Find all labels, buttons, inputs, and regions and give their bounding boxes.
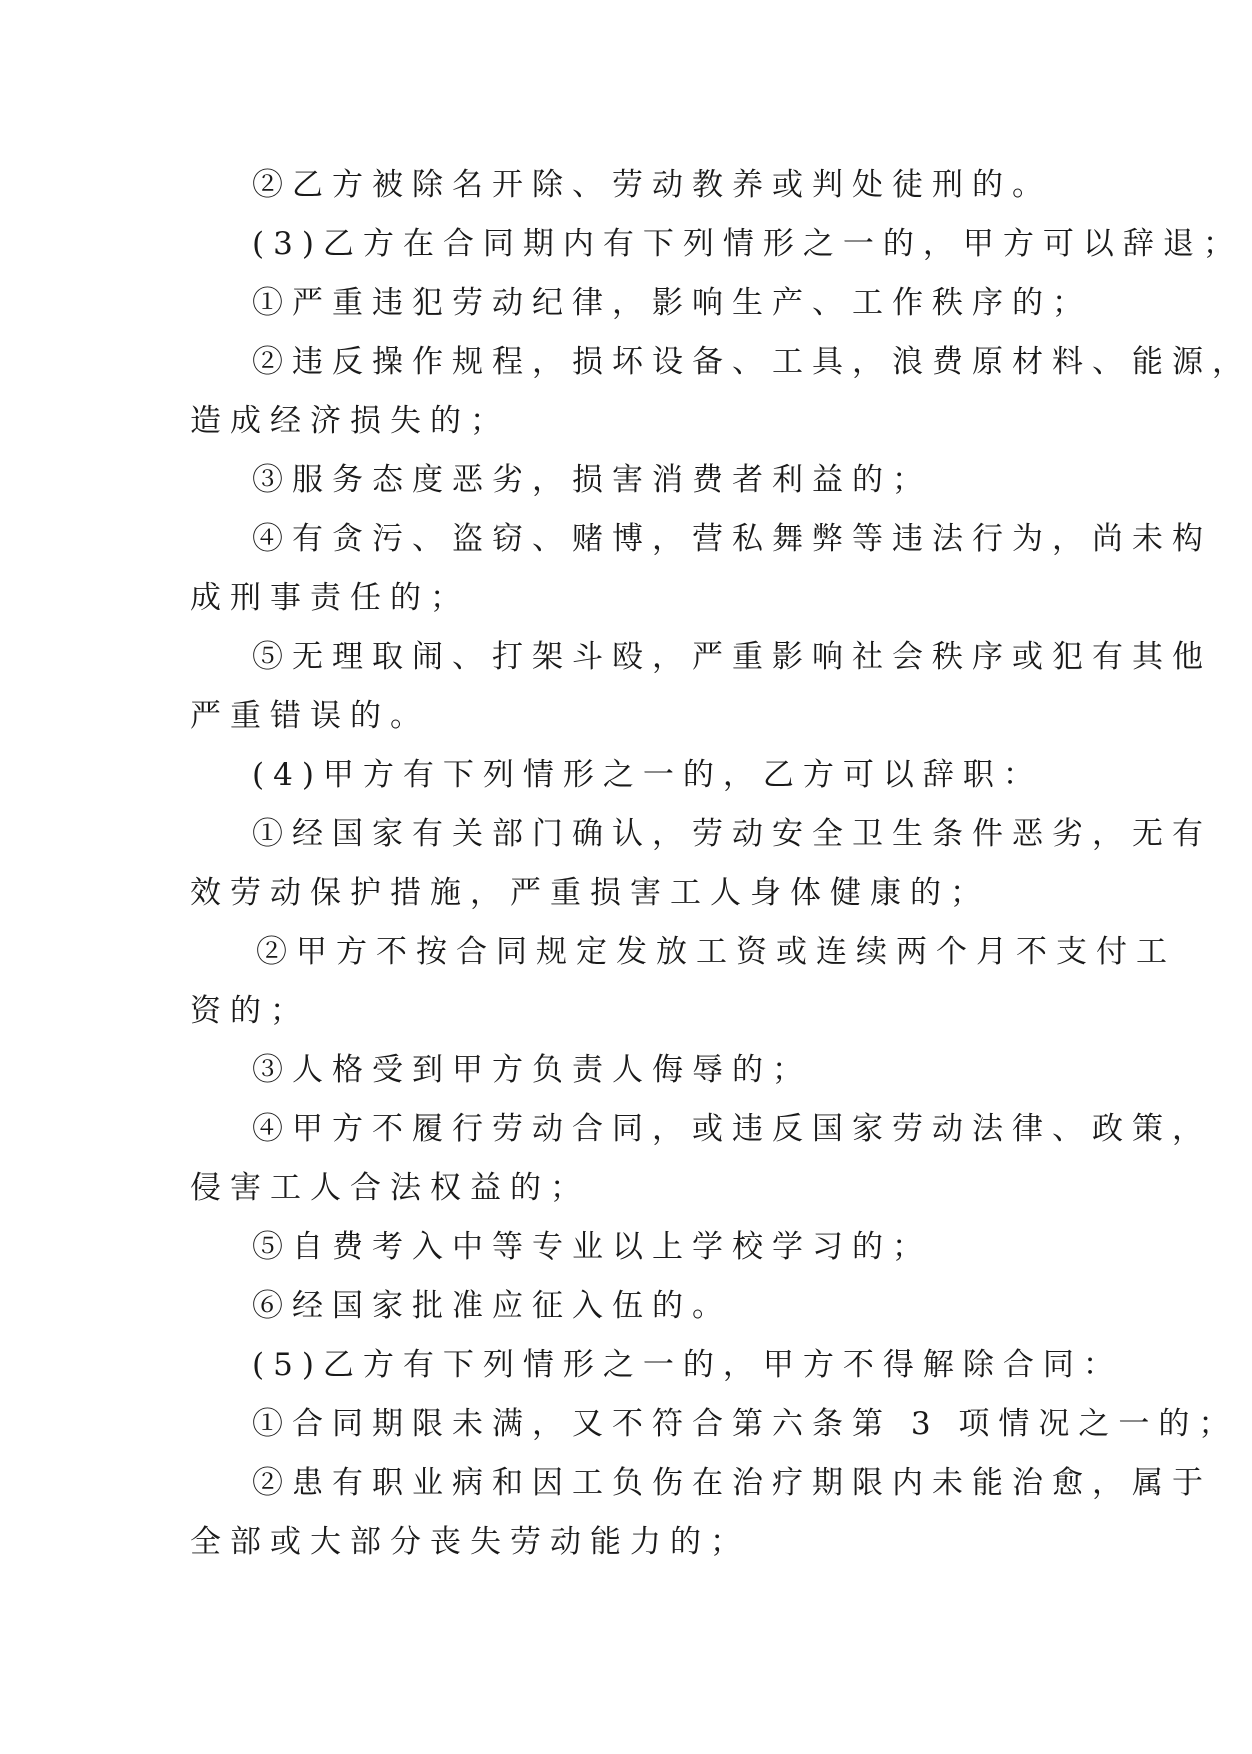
text-line: 严重错误的。 — [190, 698, 430, 734]
text-line: (4)甲方有下列情形之一的，乙方可以辞职： — [252, 757, 1043, 793]
text-line: ④甲方不履行劳动合同，或违反国家劳动法律、政策， — [252, 1111, 1212, 1147]
text-line: (5)乙方有下列情形之一的，甲方不得解除合同： — [252, 1347, 1123, 1383]
text-line: ⑤无理取闹、打架斗殴，严重影响社会秩序或犯有其他 — [252, 639, 1212, 675]
text-line: ②甲方不按合同规定发放工资或连续两个月不支付工 — [256, 934, 1176, 970]
text-line: ①合同期限未满，又不符合第六条第 3 项情况之一的； — [252, 1406, 1239, 1442]
contract-text-block — [190, 156, 1252, 1572]
text-line: ④有贪污、盗窃、赌博，营私舞弊等违法行为，尚未构 — [252, 521, 1212, 557]
text-line: ②乙方被除名开除、劳动教养或判处徒刑的。 — [252, 167, 1052, 203]
text-line: ①经国家有关部门确认，劳动安全卫生条件恶劣，无有 — [252, 816, 1212, 852]
text-line: ③服务态度恶劣，损害消费者利益的； — [252, 462, 932, 498]
text-line: 资的； — [190, 993, 310, 1029]
text-line: ②患有职业病和因工负伤在治疗期限内未能治愈，属于 — [252, 1465, 1212, 1501]
text-line: 效劳动保护措施，严重损害工人身体健康的； — [190, 875, 990, 911]
text-line: 造成经济损失的； — [190, 403, 510, 439]
text-line: ③人格受到甲方负责人侮辱的； — [252, 1052, 812, 1088]
text-line: 成刑事责任的； — [190, 580, 470, 616]
text-line: (3)乙方在合同期内有下列情形之一的，甲方可以辞退； — [252, 226, 1243, 262]
text-line: 全部或大部分丧失劳动能力的； — [190, 1524, 750, 1560]
text-line: ⑤自费考入中等专业以上学校学习的； — [252, 1229, 932, 1265]
text-line: ①严重违犯劳动纪律，影响生产、工作秩序的； — [252, 285, 1092, 321]
text-line: 侵害工人合法权益的； — [190, 1170, 590, 1206]
text-line: ②违反操作规程，损坏设备、工具，浪费原材料、能源， — [252, 344, 1252, 380]
text-line: ⑥经国家批准应征入伍的。 — [252, 1288, 732, 1324]
